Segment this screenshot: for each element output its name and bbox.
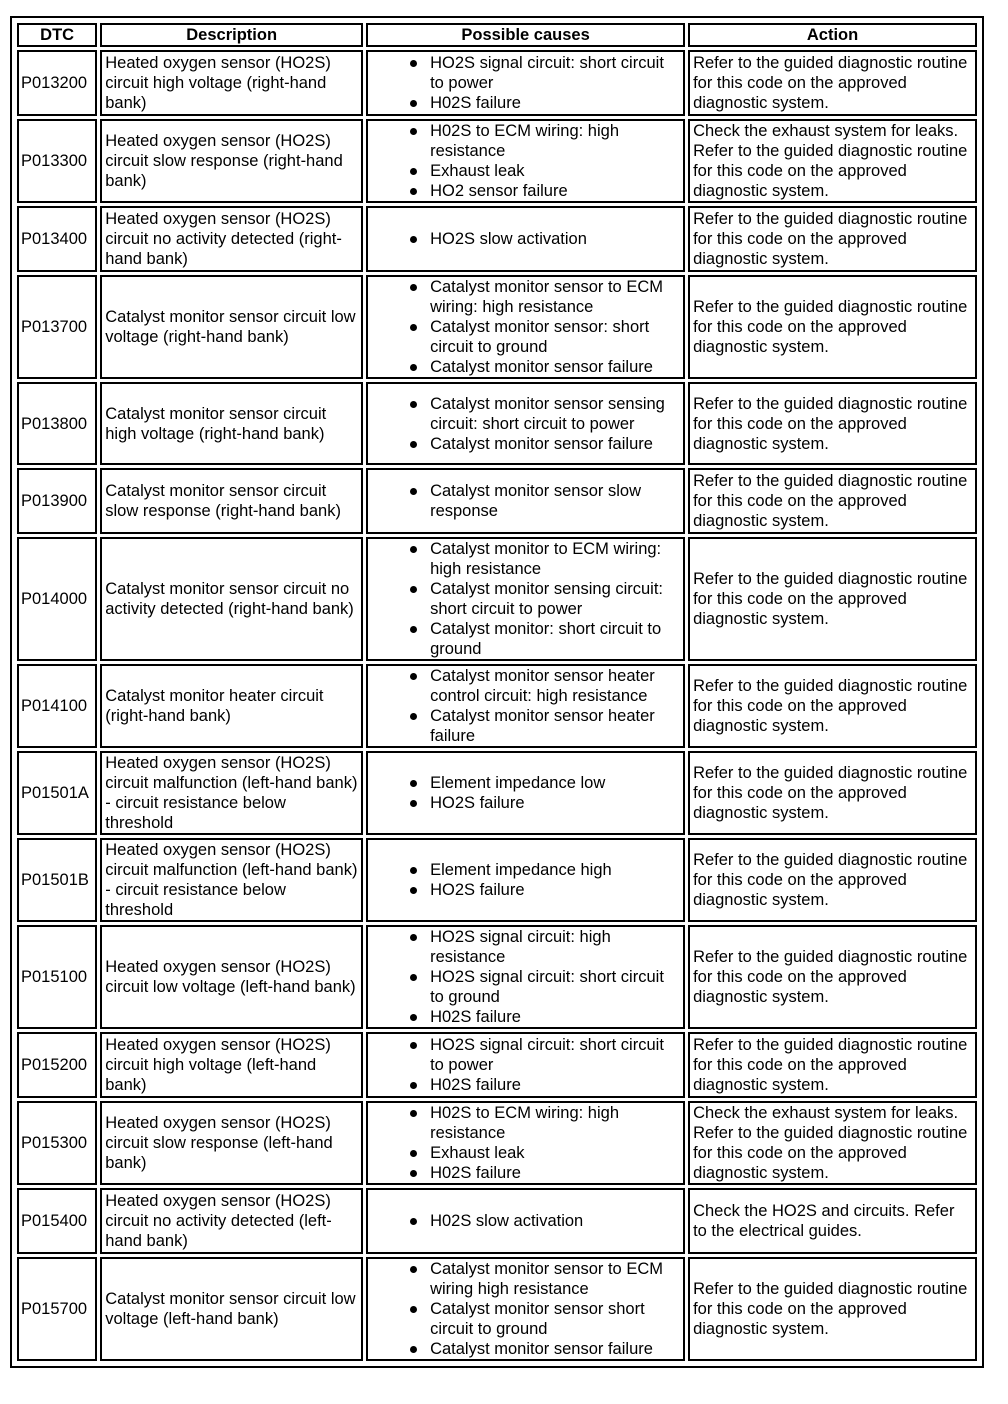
possible-causes-list <box>376 1259 681 1359</box>
dtc-description: Heated oxygen sensor (HO2S) circuit low voltage (left-hand bank) <box>100 925 363 1029</box>
possible-cause-item: Catalyst monitor sensor short circuit to ground <box>430 1299 681 1339</box>
table-row <box>17 382 977 465</box>
header-possible-causes: Possible causes <box>366 23 685 47</box>
dtc-action: Refer to the guided diagnostic routine for this code on the approved diagnostic system. <box>688 537 977 661</box>
dtc-description: Heated oxygen sensor (HO2S) circuit high voltage (left-hand bank) <box>100 1032 363 1098</box>
possible-cause-item: Catalyst monitor: short circuit to ground <box>430 619 681 659</box>
possible-cause-item: Element impedance high <box>430 860 681 880</box>
dtc-table <box>14 20 980 1364</box>
dtc-description: Catalyst monitor sensor circuit slow response (right-hand bank) <box>100 468 363 534</box>
possible-cause-item: Exhaust leak <box>430 161 681 181</box>
possible-cause-item: H02S to ECM wiring: high resistance <box>430 1103 681 1143</box>
possible-cause-item: H02S failure <box>430 1163 681 1183</box>
dtc-code: P013800 <box>17 382 97 465</box>
dtc-code: P013200 <box>17 50 97 116</box>
dtc-action: Check the exhaust system for leaks. Refer to the guided diagnostic routine for this code on the approved diagnostic system. <box>688 1101 977 1185</box>
table-row <box>17 275 977 379</box>
dtc-description: Heated oxygen sensor (HO2S) circuit no activity detected (right-hand bank) <box>100 206 363 272</box>
dtc-description: Heated oxygen sensor (HO2S) circuit malfunction (left-hand bank) - circuit resistance below threshold <box>100 751 363 835</box>
dtc-action: Refer to the guided diagnostic routine for this code on the approved diagnostic system. <box>688 1032 977 1098</box>
possible-cause-item: Catalyst monitor sensor heater failure <box>430 706 681 746</box>
dtc-description: Catalyst monitor sensor circuit low voltage (right-hand bank) <box>100 275 363 379</box>
possible-cause-item: HO2S slow activation <box>430 229 681 249</box>
table-row <box>17 206 977 272</box>
dtc-action: Check the HO2S and circuits. Refer to the electrical guides. <box>688 1188 977 1254</box>
possible-causes-cell <box>366 1101 685 1185</box>
possible-causes-cell <box>366 751 685 835</box>
header-action: Action <box>688 23 977 47</box>
dtc-description: Heated oxygen sensor (HO2S) circuit slow response (right-hand bank) <box>100 119 363 203</box>
possible-causes-cell <box>366 468 685 534</box>
possible-cause-item: Catalyst monitor sensor heater control circuit: high resistance <box>430 666 681 706</box>
possible-cause-item: HO2S failure <box>430 793 681 813</box>
dtc-description: Catalyst monitor sensor circuit high voltage (right-hand bank) <box>100 382 363 465</box>
table-row <box>17 537 977 661</box>
dtc-action: Refer to the guided diagnostic routine for this code on the approved diagnostic system. <box>688 1257 977 1361</box>
dtc-action: Check the exhaust system for leaks. Refer to the guided diagnostic routine for this code on the approved diagnostic system. <box>688 119 977 203</box>
possible-cause-item: Catalyst monitor sensor failure <box>430 357 681 377</box>
header-row <box>17 23 977 47</box>
dtc-code: P015100 <box>17 925 97 1029</box>
table-row <box>17 751 977 835</box>
dtc-action: Refer to the guided diagnostic routine for this code on the approved diagnostic system. <box>688 925 977 1029</box>
possible-cause-item: Catalyst monitor sensor: short circuit to ground <box>430 317 681 357</box>
possible-cause-item: Catalyst monitor sensor to ECM wiring: high resistance <box>430 277 681 317</box>
possible-cause-item: H02S failure <box>430 93 681 113</box>
header-dtc: DTC <box>17 23 97 47</box>
possible-causes-list <box>376 229 681 249</box>
table-row <box>17 1032 977 1098</box>
table-row <box>17 664 977 748</box>
dtc-action: Refer to the guided diagnostic routine for this code on the approved diagnostic system. <box>688 838 977 922</box>
possible-causes-list <box>376 53 681 113</box>
dtc-action: Refer to the guided diagnostic routine for this code on the approved diagnostic system. <box>688 382 977 465</box>
possible-cause-item: Exhaust leak <box>430 1143 681 1163</box>
possible-causes-list <box>376 1211 681 1231</box>
dtc-action: Refer to the guided diagnostic routine for this code on the approved diagnostic system. <box>688 275 977 379</box>
dtc-code: P015200 <box>17 1032 97 1098</box>
possible-causes-cell <box>366 275 685 379</box>
dtc-code: P014000 <box>17 537 97 661</box>
possible-causes-list <box>376 277 681 377</box>
possible-causes-list <box>376 860 681 900</box>
dtc-table-frame <box>10 16 984 1368</box>
possible-causes-list <box>376 666 681 746</box>
possible-causes-cell <box>366 382 685 465</box>
dtc-code: P013900 <box>17 468 97 534</box>
possible-causes-cell <box>366 206 685 272</box>
possible-causes-cell <box>366 537 685 661</box>
possible-cause-item: H02S slow activation <box>430 1211 681 1231</box>
possible-causes-cell <box>366 1032 685 1098</box>
possible-cause-item: H02S failure <box>430 1075 681 1095</box>
possible-causes-list <box>376 481 681 521</box>
possible-cause-item: Catalyst monitor sensing circuit: short circuit to power <box>430 579 681 619</box>
dtc-description: Heated oxygen sensor (HO2S) circuit malfunction (left-hand bank) - circuit resistance below threshold <box>100 838 363 922</box>
possible-causes-cell <box>366 838 685 922</box>
possible-causes-cell <box>366 664 685 748</box>
dtc-action: Refer to the guided diagnostic routine for this code on the approved diagnostic system. <box>688 50 977 116</box>
possible-causes-list <box>376 927 681 1027</box>
possible-cause-item: HO2S failure <box>430 880 681 900</box>
dtc-code: P01501B <box>17 838 97 922</box>
possible-cause-item: HO2S signal circuit: short circuit to power <box>430 53 681 93</box>
dtc-code: P015300 <box>17 1101 97 1185</box>
dtc-action: Refer to the guided diagnostic routine for this code on the approved diagnostic system. <box>688 751 977 835</box>
dtc-description: Catalyst monitor sensor circuit low voltage (left-hand bank) <box>100 1257 363 1361</box>
possible-cause-item: Catalyst monitor sensor sensing circuit: short circuit to power <box>430 394 681 434</box>
dtc-code: P01501A <box>17 751 97 835</box>
possible-cause-item: Catalyst monitor sensor to ECM wiring high resistance <box>430 1259 681 1299</box>
dtc-description: Heated oxygen sensor (HO2S) circuit no activity detected (left-hand bank) <box>100 1188 363 1254</box>
possible-cause-item: HO2S signal circuit: short circuit to power <box>430 1035 681 1075</box>
possible-cause-item: Catalyst monitor sensor failure <box>430 1339 681 1359</box>
possible-causes-list <box>376 121 681 201</box>
possible-causes-cell <box>366 1188 685 1254</box>
possible-causes-list <box>376 1035 681 1095</box>
table-row <box>17 925 977 1029</box>
possible-cause-item: HO2 sensor failure <box>430 181 681 201</box>
possible-cause-item: Catalyst monitor sensor failure <box>430 434 681 454</box>
table-row <box>17 468 977 534</box>
table-row <box>17 1257 977 1361</box>
possible-causes-cell <box>366 925 685 1029</box>
possible-causes-list <box>376 394 681 454</box>
dtc-code: P014100 <box>17 664 97 748</box>
table-row <box>17 1101 977 1185</box>
possible-cause-item: HO2S signal circuit: high resistance <box>430 927 681 967</box>
dtc-description: Catalyst monitor sensor circuit no activity detected (right-hand bank) <box>100 537 363 661</box>
dtc-description: Heated oxygen sensor (HO2S) circuit high voltage (right-hand bank) <box>100 50 363 116</box>
possible-causes-cell <box>366 50 685 116</box>
dtc-code: P013400 <box>17 206 97 272</box>
dtc-code: P013300 <box>17 119 97 203</box>
dtc-description: Catalyst monitor heater circuit (right-hand bank) <box>100 664 363 748</box>
possible-cause-item: H02S to ECM wiring: high resistance <box>430 121 681 161</box>
header-description: Description <box>100 23 363 47</box>
dtc-code: P015400 <box>17 1188 97 1254</box>
possible-cause-item: Catalyst monitor to ECM wiring: high resistance <box>430 539 681 579</box>
possible-cause-item: HO2S signal circuit: short circuit to ground <box>430 967 681 1007</box>
possible-causes-list <box>376 1103 681 1183</box>
possible-causes-list <box>376 773 681 813</box>
dtc-action: Refer to the guided diagnostic routine for this code on the approved diagnostic system. <box>688 468 977 534</box>
table-row <box>17 50 977 116</box>
dtc-action: Refer to the guided diagnostic routine for this code on the approved diagnostic system. <box>688 664 977 748</box>
possible-causes-cell <box>366 119 685 203</box>
table-row <box>17 838 977 922</box>
table-row <box>17 1188 977 1254</box>
possible-causes-cell <box>366 1257 685 1361</box>
possible-causes-list <box>376 539 681 659</box>
possible-cause-item: H02S failure <box>430 1007 681 1027</box>
table-body <box>17 50 977 1361</box>
dtc-action: Refer to the guided diagnostic routine for this code on the approved diagnostic system. <box>688 206 977 272</box>
possible-cause-item: Catalyst monitor sensor slow response <box>430 481 681 521</box>
table-row <box>17 119 977 203</box>
dtc-description: Heated oxygen sensor (HO2S) circuit slow response (left-hand bank) <box>100 1101 363 1185</box>
possible-cause-item: Element impedance low <box>430 773 681 793</box>
dtc-code: P015700 <box>17 1257 97 1361</box>
dtc-code: P013700 <box>17 275 97 379</box>
